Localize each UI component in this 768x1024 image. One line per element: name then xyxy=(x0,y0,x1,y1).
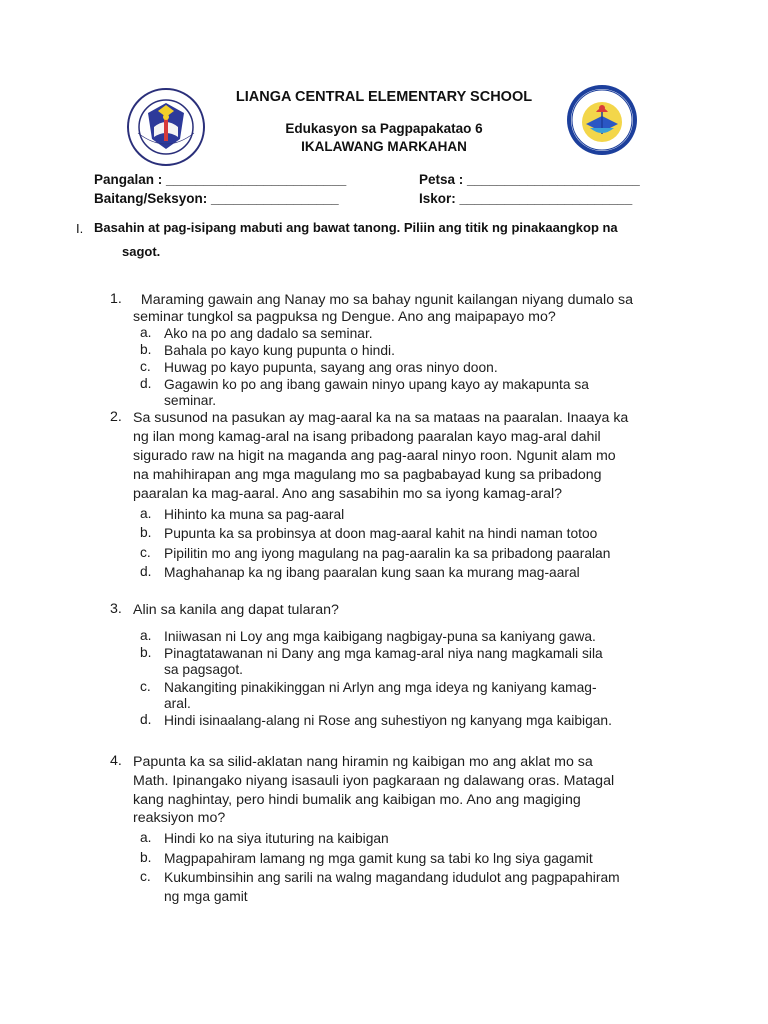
question-text-line: paaralan ka mag-aaral. Ano ang sasabihin mo sa iyong kamag-aral? xyxy=(133,486,563,502)
option-letter: c. xyxy=(140,545,151,560)
question-text-line: Maraming gawain ang Nanay mo sa bahay ngunit kailangan niyang dumalo sa xyxy=(133,292,634,308)
option-text[interactable]: Hindi isinaalang-alang ni Rose ang suhestiyon ng kanyang mga kaibigan. xyxy=(164,713,612,728)
option-letter: b. xyxy=(140,850,152,865)
question-text-line: kang naghintay, pero hindi bumalik ang kaibigan mo. Ano ang magiging xyxy=(133,792,581,808)
option-text[interactable]: Ako na po ang dadalo sa seminar. xyxy=(164,326,373,341)
option-text-continued[interactable]: ng mga gamit xyxy=(164,889,248,904)
option-text-continued[interactable]: seminar. xyxy=(164,393,217,408)
option-text[interactable]: Pipilitin mo ang iyong magulang na pag-aaralin ka sa pribadong paaralan xyxy=(164,546,611,561)
option-letter: a. xyxy=(140,506,152,521)
option-letter: a. xyxy=(140,325,152,340)
question-text-line: Papunta ka sa silid-aklatan nang hiramin ng kaibigan mo ang aklat mo sa xyxy=(133,754,593,770)
subject-title: Edukasyon sa Pagpapakatao 6 xyxy=(285,121,483,136)
question-text-line: Math. Ipinangako niyang isasauli iyon pagkaraan ng dalawang oras. Matagal xyxy=(133,773,615,789)
option-text[interactable]: Gagawin ko po ang ibang gawain ninyo upang kayo ay makapunta sa xyxy=(164,377,589,392)
question-text-line: seminar tungkol sa pagpuksa ng Dengue. Ano ang maipapayo mo? xyxy=(133,309,556,325)
option-letter: d. xyxy=(140,712,152,727)
option-text[interactable]: Pupunta ka sa probinsya at doon mag-aaral kahit na hindi naman totoo xyxy=(164,526,598,541)
question-text-line: sigurado raw na higit na maganda ang pag-aaral ninyo roon. Ngunit alam mo xyxy=(133,448,616,464)
option-text[interactable]: Pinagtatawanan ni Dany ang mga kamag-aral niya nang magkamali sila xyxy=(164,646,603,661)
option-letter: c. xyxy=(140,359,151,374)
option-text[interactable]: Magpapahiram lamang ng mga gamit kung sa tabi ko lng siya gagamit xyxy=(164,851,593,866)
question-number: 3. xyxy=(110,601,122,617)
question-number: 2. xyxy=(110,409,122,425)
option-text[interactable]: Nakangiting pinakikinggan ni Arlyn ang mga ideya ng kaniyang kamag- xyxy=(164,680,597,695)
question-number: 1. xyxy=(110,291,122,307)
question-text-line: Sa susunod na pasukan ay mag-aaral ka na sa mataas na paaralan. Inaaya ka xyxy=(133,410,629,426)
option-letter: b. xyxy=(140,645,152,660)
question-text-line: ng ilan mong kamag-aral na isang pribadong paaralan kayo mag-aral dahil xyxy=(133,429,601,445)
grade-section-field[interactable]: Baitang/Seksyon: _________________ xyxy=(94,191,339,206)
option-text[interactable]: Maghahanap ka ng ibang paaralan kung saan ka murang mag-aaral xyxy=(164,565,580,580)
instruction-line-1: Basahin at pag-isipang mabuti ang bawat tanong. Piliin ang titik ng pinakaangkop na xyxy=(94,220,618,235)
question-text-line: na mahihirapan ang mga magulang mo sa pagbabayad kung sa pribadong xyxy=(133,467,602,483)
option-text[interactable]: Bahala po kayo kung pupunta o hindi. xyxy=(164,343,395,358)
option-text[interactable]: Hindi ko na siya ituturing na kaibigan xyxy=(164,831,389,846)
option-text-continued[interactable]: aral. xyxy=(164,696,191,711)
question-text-line: Alin sa kanila ang dapat tularan? xyxy=(133,602,339,618)
quarter-title: IKALAWANG MARKAHAN xyxy=(301,139,467,154)
option-letter: b. xyxy=(140,342,152,357)
option-letter: d. xyxy=(140,376,152,391)
name-field[interactable]: Pangalan : ________________________ xyxy=(94,172,347,187)
option-text-continued[interactable]: sa pagsagot. xyxy=(164,662,244,677)
option-letter: a. xyxy=(140,628,152,643)
date-field[interactable]: Petsa : _______________________ xyxy=(419,172,640,187)
option-letter: d. xyxy=(140,564,152,579)
option-letter: c. xyxy=(140,869,151,884)
question-number: 4. xyxy=(110,753,122,769)
instruction-line-2: sagot. xyxy=(122,244,161,259)
option-text[interactable]: Iniiwasan ni Loy ang mga kaibigang nagbigay-puna sa kaniyang gawa. xyxy=(164,629,596,644)
option-text[interactable]: Kukumbinsihin ang sarili na walng magandang idudulot ang pagpapahiram xyxy=(164,870,620,885)
section-numeral: I. xyxy=(76,221,84,236)
option-letter: c. xyxy=(140,679,151,694)
option-text[interactable]: Huwag po kayo pupunta, sayang ang oras ninyo doon. xyxy=(164,360,498,375)
option-text[interactable]: Hihinto ka muna sa pag-aaral xyxy=(164,507,345,522)
option-letter: a. xyxy=(140,830,152,845)
school-name: LIANGA CENTRAL ELEMENTARY SCHOOL xyxy=(235,89,533,105)
question-text-line: reaksiyon mo? xyxy=(133,810,226,826)
option-letter: b. xyxy=(140,525,152,540)
score-field[interactable]: Iskor: _______________________ xyxy=(419,191,633,206)
